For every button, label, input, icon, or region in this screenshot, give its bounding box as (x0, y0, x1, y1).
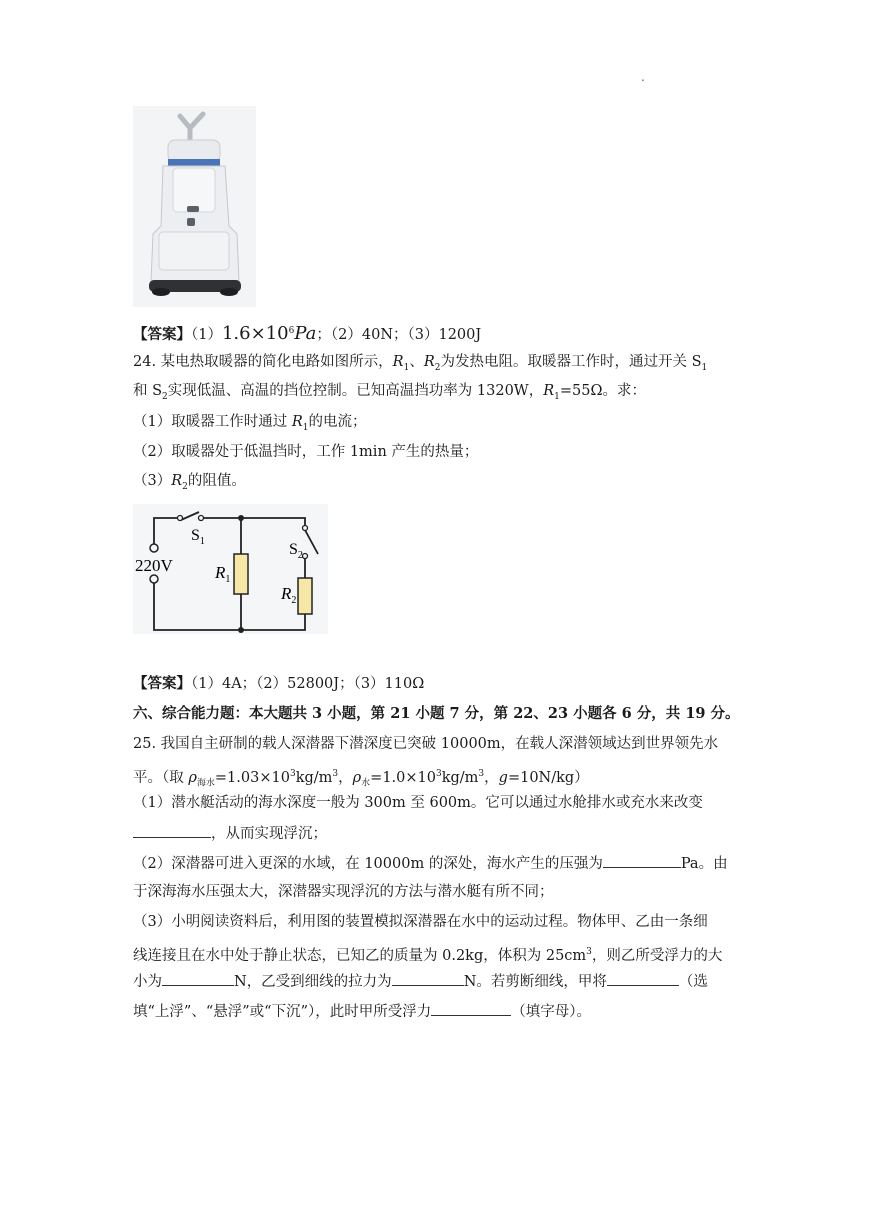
q25-p2-line1 (133, 853, 728, 874)
q24-line1 (133, 352, 707, 378)
q25-p2-line2: 于深海海水压强太大，深潜器实现浮沉的方法与潜水艇有所不同； (133, 884, 554, 900)
q24-text: 的电流； (308, 414, 367, 430)
exponent: 3 (435, 769, 442, 779)
r2-label: $R_2$ (281, 584, 297, 606)
q25-text: 填“上浮”、“悬浮”或“下沉”），此时甲所受浮力 (133, 1004, 432, 1020)
answer-value: 1.6×10 (221, 322, 289, 344)
r1-label: $R_1$ (215, 563, 231, 585)
robot-photo (133, 106, 256, 307)
q24-text: （3） (133, 473, 172, 489)
r1-subscript: 1 (302, 422, 309, 433)
q25-text: 线连接且在水中处于静止状态，已知乙的质量为 0.2kg，体积为 25cm (133, 947, 587, 964)
answer-blank[interactable] (607, 971, 679, 986)
q24-text: 产生的热量； (391, 444, 479, 460)
q25-text: kg/m (295, 769, 333, 786)
answer-exponent: 6 (288, 326, 295, 336)
q25-text: 小为 (133, 974, 162, 990)
answer-blank[interactable] (162, 971, 234, 986)
q25-text: =10N/kg） (507, 769, 589, 786)
r2-subscript: 2 (434, 362, 441, 373)
q24-sub1 (133, 412, 367, 438)
q25-text: ，则乙所受浮力的大 (591, 947, 723, 964)
q25-text: （2）深潜器可进入更深的水域，在 10000m 的深处，海水产生的压强为 (133, 856, 603, 872)
q25-text: N。若剪断细线，甲将 (463, 974, 607, 990)
rho-subscript: 海水 (196, 778, 215, 789)
q25-text: 平。（取 (133, 769, 189, 786)
answer-label: 【答案】 (133, 675, 191, 692)
r1-symbol: R (291, 414, 303, 430)
q25-line2 (133, 764, 589, 794)
q25-text: （选 (678, 974, 708, 990)
q25-text: N，乙受到细线的拉力为 (234, 974, 392, 990)
answer-part: （1） (191, 326, 222, 343)
exponent: 3 (586, 947, 592, 957)
s1-label: $S_1$ (191, 527, 205, 547)
rho-subscript: 水 (361, 778, 371, 789)
q24-text: 实现低温、高温的挡位控制。已知高温挡功率为 1320W， (167, 383, 544, 399)
q24-text: 24. 某电热取暖器的简化电路如图所示， (133, 354, 393, 370)
answer-24 (133, 674, 424, 694)
circuit-diagram (133, 504, 328, 634)
separator: 、 (409, 354, 424, 370)
r2-symbol: R (171, 473, 183, 489)
answer-blank[interactable] (392, 971, 464, 986)
s2-label: $S_2$ (289, 541, 303, 561)
section-heading: 六、综合能力题：本大题共 3 小题，第 21 小题 7 分，第 22、23 小题各 6 分，共 19 分。 (133, 705, 740, 722)
exponent: 3 (478, 769, 485, 779)
q25-text: ， (484, 769, 499, 786)
exponent: 3 (289, 769, 296, 779)
answer-rest: ；（2）40N；（3）1200J (316, 326, 482, 343)
q24-sub3 (133, 471, 246, 497)
s1-subscript: 1 (701, 362, 708, 373)
r1-symbol: R (392, 354, 404, 370)
r1-symbol: R (543, 383, 555, 399)
voltage-label: 220V (135, 556, 173, 575)
answer-23 (133, 321, 481, 345)
q25-text: kg/m (441, 769, 479, 786)
rho-symbol: ρ (352, 769, 362, 786)
q25-p1-line2 (133, 823, 327, 844)
q25-p3-line4 (133, 1001, 591, 1022)
r1-subscript: 1 (403, 362, 410, 373)
q25-p3-line2 (133, 942, 722, 966)
q24-line2 (133, 381, 646, 407)
q24-text: =55Ω。求： (559, 383, 646, 399)
q25-p1-line1: （1）潜水艇活动的海水深度一般为 300m 至 600m。它可以通过水舱排水或充水来改变 (133, 795, 703, 811)
q25-text: （填字母）。 (511, 1004, 591, 1020)
q24-sub2 (133, 442, 478, 462)
answer-unit: Pa (294, 322, 317, 344)
q25-text: =1.0×10 (370, 769, 436, 786)
answer-label: 【答案】 (133, 325, 191, 343)
q25-line1: 25. 我国自主研制的载人深潜器下潜深度已突破 10000m，在载人深潜领域达到世界领先水 (133, 736, 719, 752)
q25-p3-line1: （3）小明阅读资料后，利用图的装置模拟深潜器在水中的运动过程。物体甲、乙由一条细 (133, 914, 708, 930)
r2-symbol: R (423, 354, 435, 370)
exponent: 3 (332, 769, 339, 779)
q25-text: ，从而实现浮沉； (211, 826, 327, 842)
q25-p3-line3 (133, 971, 708, 992)
q24-text: （1）取暖器工作时通过 (133, 414, 292, 430)
q24-text: 的阻值。 (187, 473, 246, 489)
answer-text: （1）4A；（2）52800J；（3）110Ω (191, 676, 425, 692)
page-marker: . (641, 70, 645, 84)
q24-text: 为发热电阻。取暖器工作时，通过开关 S (440, 354, 702, 370)
answer-blank[interactable] (133, 823, 211, 838)
answer-blank[interactable] (431, 1001, 511, 1016)
s2-subscript: 2 (162, 391, 168, 402)
answer-blank[interactable] (603, 853, 681, 868)
g-symbol: g (498, 769, 508, 786)
q24-text: （2）取暖器处于低温挡时，工作 1min (133, 444, 392, 460)
r2-subscript: 2 (182, 481, 188, 492)
q25-text: ， (338, 769, 353, 786)
r1-subscript: 1 (554, 391, 560, 402)
rho-symbol: ρ (188, 769, 197, 786)
q25-text: =1.03×10 (214, 769, 290, 786)
q25-text: Pa。由 (680, 856, 728, 872)
q24-text: 和 S (133, 383, 163, 399)
